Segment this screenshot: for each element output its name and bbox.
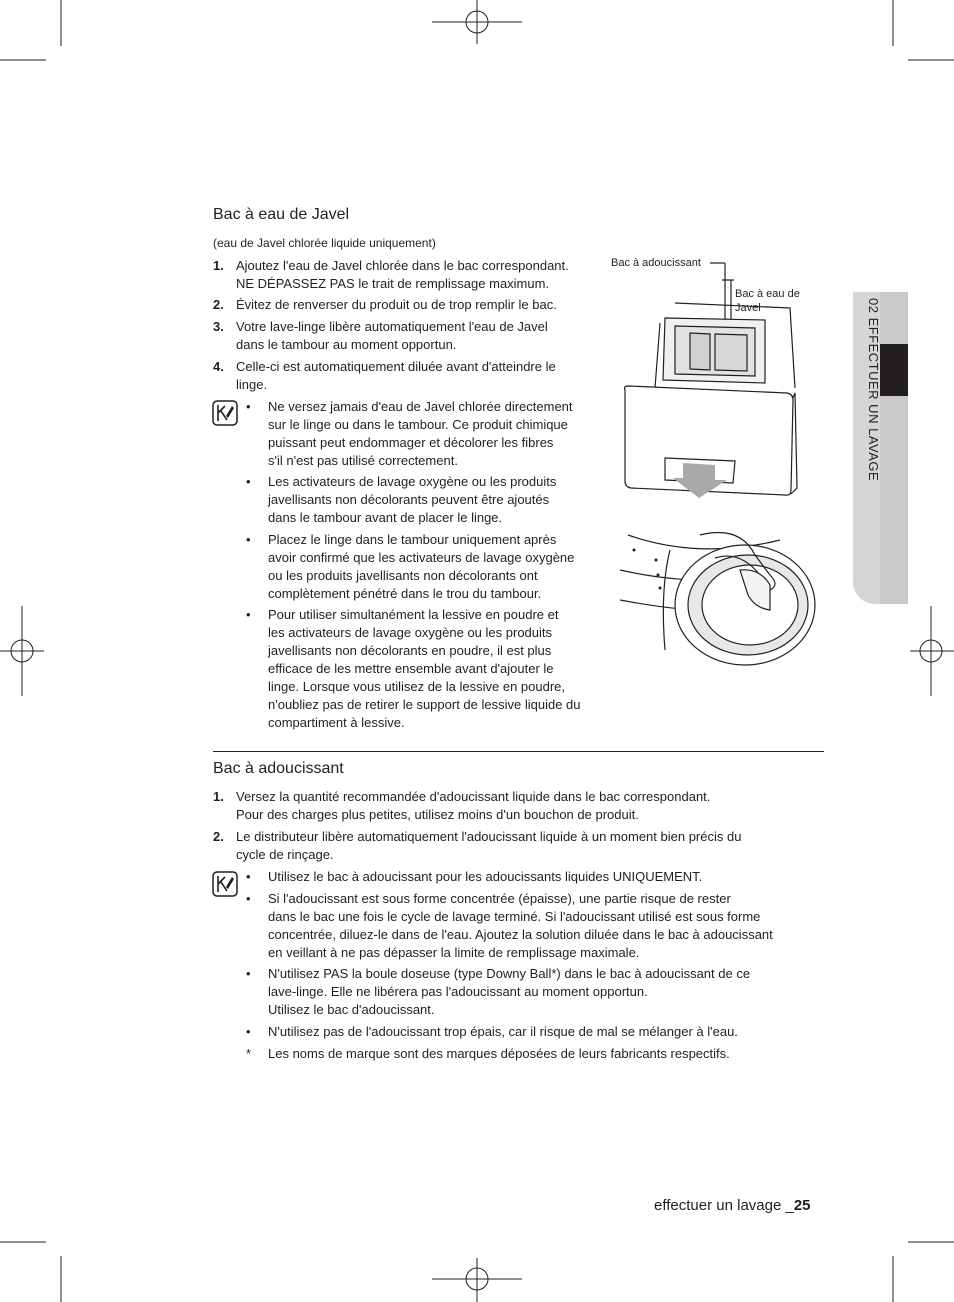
note-item-line: Pour utiliser simultanément la lessive en poudre et	[268, 607, 559, 622]
chapter-tab-marker	[880, 344, 908, 396]
note-item-marker: •	[246, 532, 251, 547]
note-item-line: N'utilisez PAS la boule doseuse (type Downy Ball*) dans le bac à adoucissant de ce	[268, 966, 751, 981]
step-item	[236, 318, 548, 354]
note-item-line: javellisants non décolorants en poudre, il est plus	[268, 643, 552, 658]
step-item-line: Ajoutez l'eau de Javel chlorée dans le bac correspondant.	[236, 258, 569, 273]
note-item-marker: •	[246, 399, 251, 414]
note-item-line: Les activateurs de lavage oxygène ou les produits	[268, 474, 557, 489]
note-item	[268, 1045, 730, 1063]
note-item	[268, 606, 581, 732]
section-title-softener: Bac à adoucissant	[213, 760, 344, 777]
note-item-line: en veillant à ne pas dépasser la limite de remplissage maximale.	[268, 945, 640, 960]
note-item-line: avoir confirmé que les activateurs de lavage oxygène	[268, 550, 575, 565]
step-item-marker: 2.	[213, 829, 224, 844]
note-item-line: les activateurs de lavage oxygène ou les produits	[268, 625, 553, 640]
step-item	[236, 828, 741, 864]
note-item	[268, 1023, 738, 1041]
note-item	[268, 398, 573, 470]
note-item	[268, 473, 556, 527]
step-item	[236, 296, 557, 314]
step-item-line: cycle de rinçage.	[236, 847, 334, 862]
note-item-line: Utilisez le bac d'adoucissant.	[268, 1002, 435, 1017]
step-item	[236, 788, 710, 824]
note-item-line: concentrée, diluez-le dans de l'eau. Ajoutez la solution diluée dans le bac à adoucissant	[268, 927, 773, 942]
step-item-line: Le distributeur libère automatiquement l'adoucissant liquide à un moment bien précis du	[236, 829, 742, 844]
note-item-line: Utilisez le bac à adoucissant pour les adoucissants liquides UNIQUEMENT.	[268, 869, 703, 884]
note-item	[268, 890, 773, 962]
note-item-marker: •	[246, 474, 251, 489]
note-item-marker: •	[246, 966, 251, 981]
note-item-line: Les noms de marque sont des marques déposées de leurs fabricants respectifs.	[268, 1046, 730, 1061]
note-item-line: N'utilisez pas de l'adoucissant trop épais, car il risque de mal se mélanger à l'eau.	[268, 1024, 738, 1039]
note-item-marker: •	[246, 607, 251, 622]
step-item-line: Votre lave-linge libère automatiquement l'eau de Javel	[236, 319, 548, 334]
note-item-marker: *	[246, 1046, 252, 1061]
step-item-marker: 1.	[213, 789, 224, 804]
note-item-marker: •	[246, 869, 251, 884]
note-item-line: compartiment à lessive.	[268, 715, 405, 730]
step-item-line: dans le tambour au moment opportun.	[236, 337, 457, 352]
note-item-line: Si l'adoucissant est sous forme concentrée (épaisse), une partie risque de rester	[268, 891, 731, 906]
drum-illustration	[620, 530, 825, 670]
label-softener-tray: Bac à adoucissant	[611, 257, 701, 269]
note-item-line: javellisants non décolorants peuvent être ajoutés	[268, 492, 550, 507]
step-item	[236, 257, 569, 293]
section-subtitle-bleach: (eau de Javel chlorée liquide uniquement)	[213, 236, 436, 250]
note-item	[268, 531, 574, 603]
section-title-bleach: Bac à eau de Javel	[213, 206, 350, 223]
note-icon	[212, 400, 238, 426]
note-item-line: puissant peut endommager et décolorer les fibres	[268, 435, 554, 450]
note-item-line: s'il n'est pas utilisé correctement.	[268, 453, 458, 468]
step-item-marker: 2.	[213, 297, 224, 312]
note-item-line: n'oubliez pas de retirer le support de lessive liquide du	[268, 697, 581, 712]
step-item-line: NE DÉPASSEZ PAS le trait de remplissage maximum.	[236, 276, 550, 291]
note-item-line: Placez le linge dans le tambour uniquement après	[268, 532, 557, 547]
section-divider	[213, 751, 824, 752]
step-item-marker: 4.	[213, 359, 224, 374]
note-item-line: ou les produits javellisants non décolorants ont	[268, 568, 538, 583]
note-icon	[212, 871, 238, 897]
step-item-line: linge.	[236, 377, 268, 392]
step-item-line: Celle-ci est automatiquement diluée avant d'atteindre le	[236, 359, 556, 374]
step-item-marker: 1.	[213, 258, 224, 273]
note-item-line: lave-linge. Elle ne libérera pas l'adoucissant au moment opportun.	[268, 984, 648, 999]
note-item-line: dans le tambour avant de placer le linge.	[268, 510, 503, 525]
note-item	[268, 965, 750, 1019]
note-item-line: dans le bac une fois le cycle de lavage terminé. Si l'adoucissant utilisé est sous forme	[268, 909, 761, 924]
label-bleach-tray: Bac à eau de Javel	[735, 288, 800, 314]
note-item-line: efficace de les mettre ensemble avant d'ajouter le	[268, 661, 554, 676]
note-item-line: sur le linge ou dans le tambour. Ce produit chimique	[268, 417, 568, 432]
page-number: 25	[793, 1197, 811, 1214]
dispenser-drawer-illustration	[615, 258, 815, 503]
step-item	[236, 358, 556, 394]
chapter-tab-edge	[880, 292, 908, 604]
note-item-line: complètement pénétré dans le trou du tambour.	[268, 586, 542, 601]
chapter-tab-label: 02 EFFECTUER UN LAVAGE	[866, 298, 881, 482]
step-item-line: Pour des charges plus petites, utilisez moins d'un bouchon de produit.	[236, 807, 639, 822]
note-item-line: linge. Lorsque vous utilisez de la lessive en poudre,	[268, 679, 566, 694]
note-item-marker: •	[246, 1024, 251, 1039]
note-item-marker: •	[246, 891, 251, 906]
page-footer	[654, 1197, 811, 1214]
step-item-marker: 3.	[213, 319, 224, 334]
note-item	[268, 868, 702, 886]
footer-text: effectuer un lavage _	[654, 1197, 794, 1214]
step-item-line: Évitez de renverser du produit ou de trop remplir le bac.	[236, 297, 557, 312]
step-item-line: Versez la quantité recommandée d'adoucissant liquide dans le bac correspondant.	[236, 789, 711, 804]
note-item-line: Ne versez jamais d'eau de Javel chlorée directement	[268, 399, 573, 414]
